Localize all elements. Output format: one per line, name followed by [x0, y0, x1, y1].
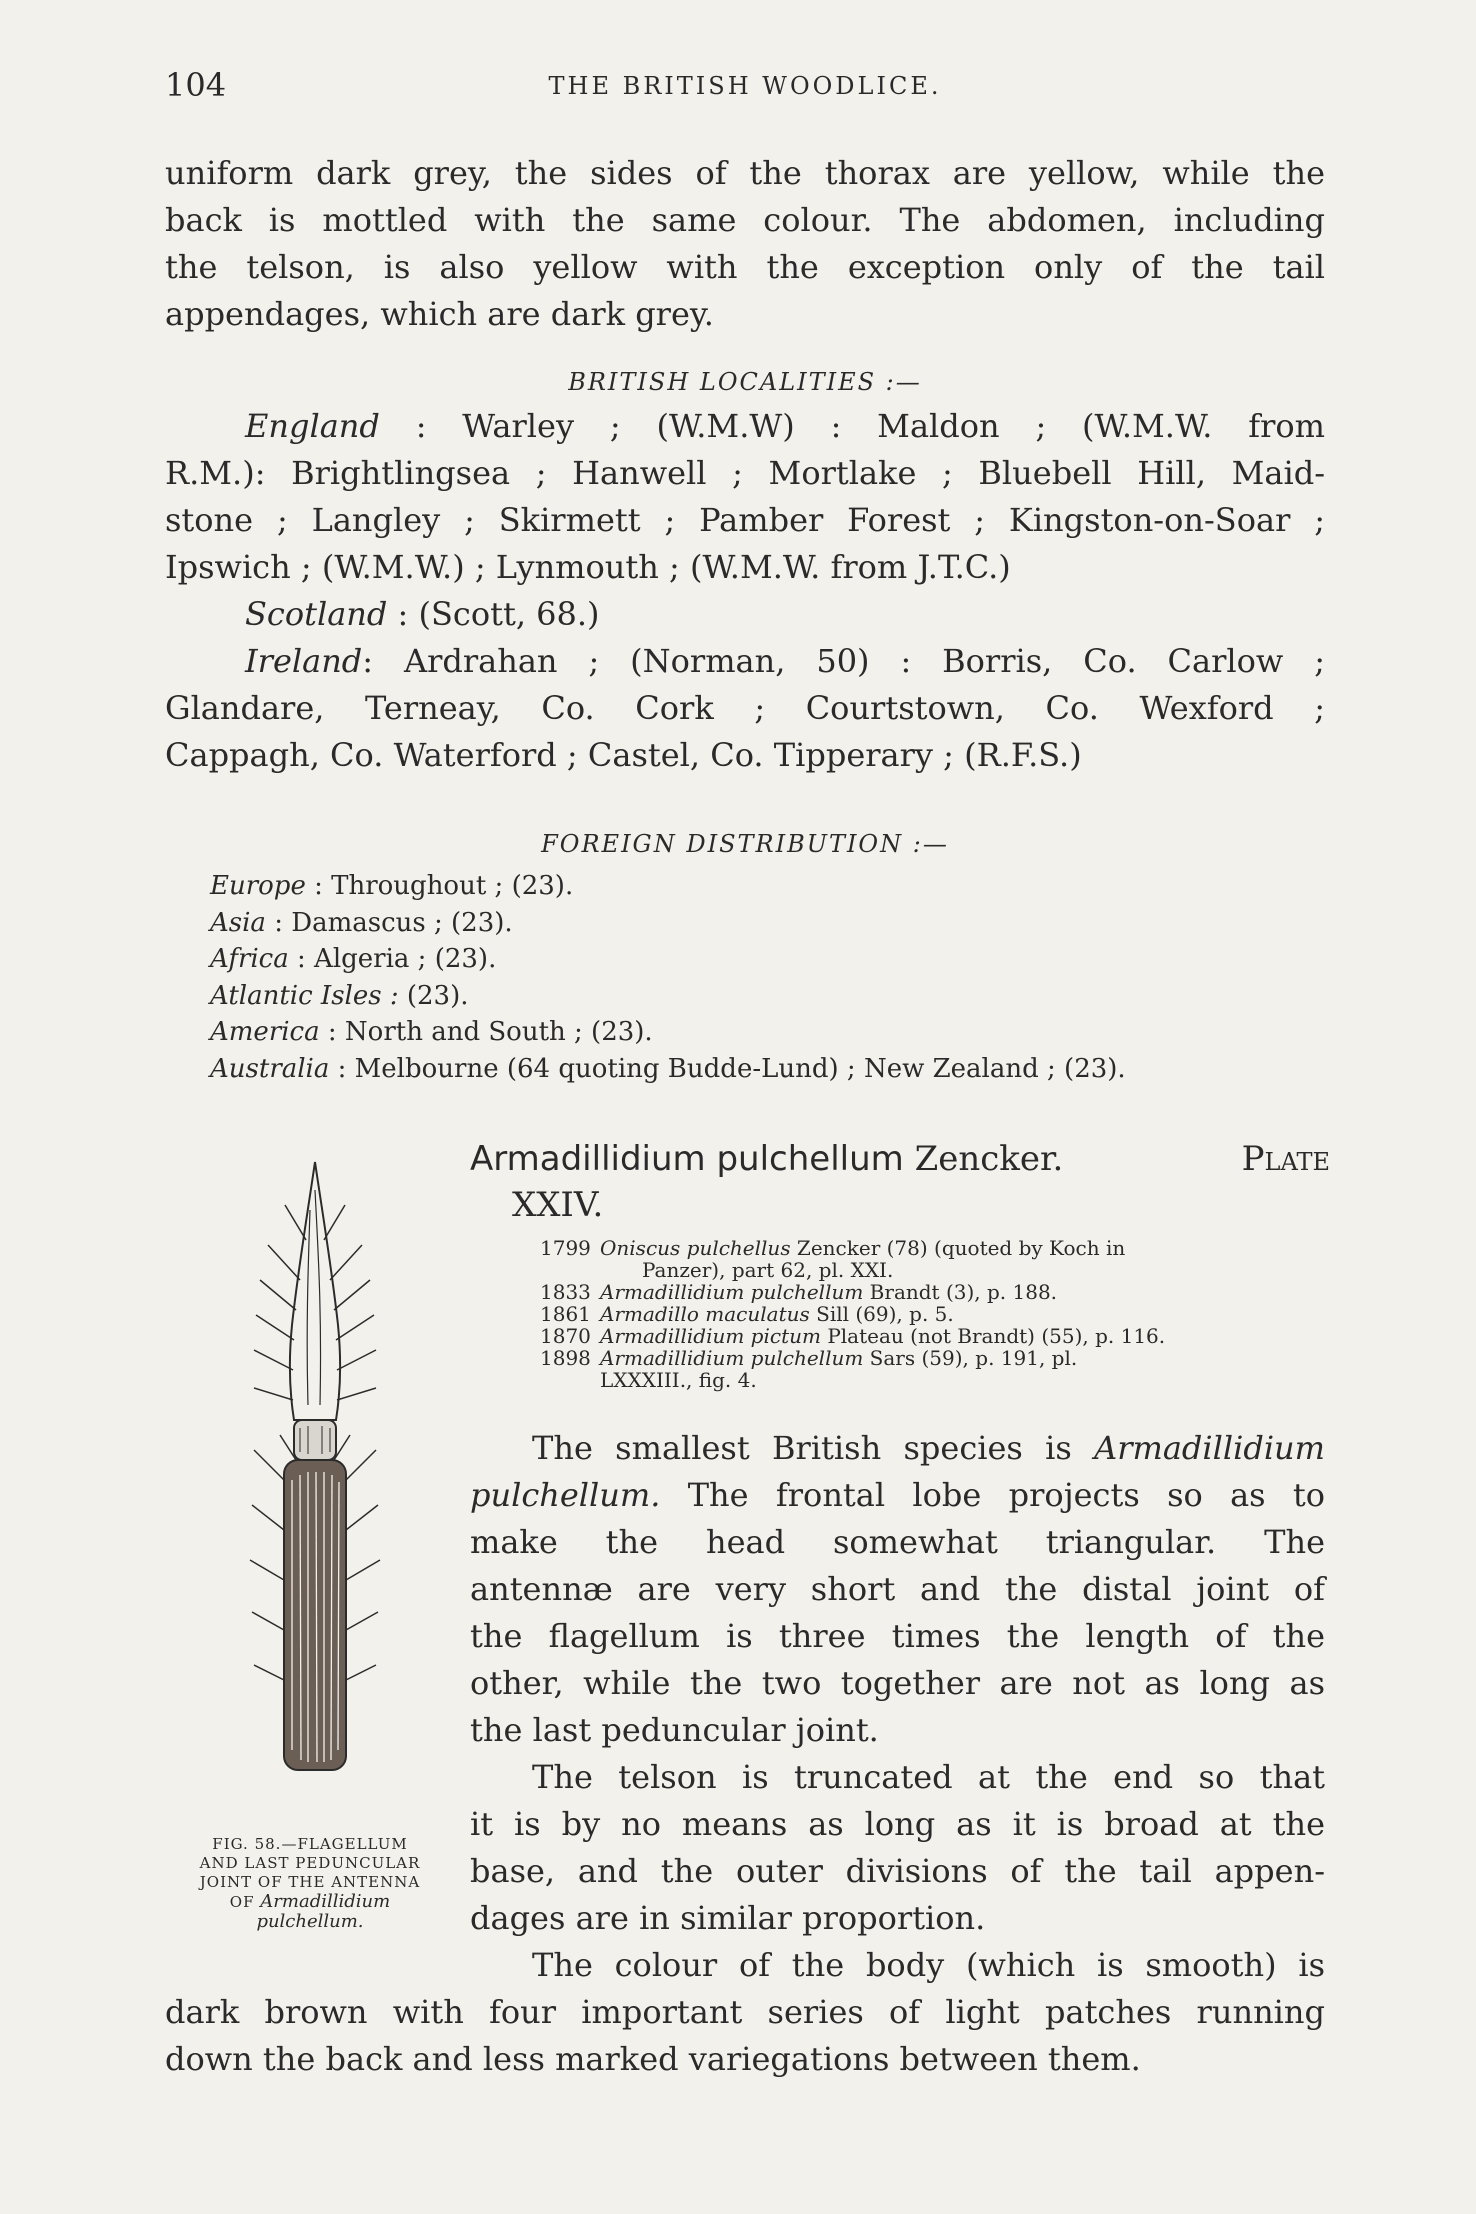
- plate-number: XXIV.: [512, 1185, 604, 1225]
- figure-caption: FIG. 58.—FLAGELLUM AND LAST PEDUNCULAR JOINT OF THE ANTENNA OF Armadillidium pulchellum.: [199, 1835, 421, 1932]
- text-line: The telson is truncated at the end so that: [532, 1758, 1325, 1796]
- intro-paragraph: [165, 150, 1325, 338]
- text-line: base, and the outer divisions of the tail appen-: [470, 1852, 1325, 1890]
- text-line: other, while the two together are not as long as: [470, 1664, 1325, 1702]
- scotland-line: Scotland : (Scott, 68.): [245, 595, 600, 633]
- plate-label: Plate: [1241, 1139, 1330, 1179]
- british-localities: [165, 403, 1325, 779]
- text-line: down the back and less marked variegations between them.: [165, 2040, 1141, 2078]
- description-paragraph-3: [165, 1942, 1325, 2083]
- british-localities-heading: BRITISH LOCALITIES :—: [568, 368, 922, 396]
- distribution-row: Europe : Throughout ; (23).: [210, 871, 574, 901]
- text-line: antennæ are very short and the distal joint of: [470, 1570, 1325, 1608]
- synonym-entry: 1799 Oniscus pulchellus Zencker (78) (quoted by Koch in Panzer), part 62, pl. XXI.: [540, 1236, 1126, 1282]
- antenna-flagellum-illustration: [240, 1150, 390, 1800]
- description-paragraph-1: [470, 1425, 1325, 1754]
- england-line: England : Warley ; (W.M.W) : Maldon ; (W.M.W. from: [245, 407, 1325, 445]
- distribution-row: Asia : Damascus ; (23).: [210, 907, 513, 938]
- scotland-label: Scotland: [245, 595, 388, 633]
- distribution-row: Australia : Melbourne (64 quoting Budde-Lund) ; New Zealand ; (23).: [210, 1053, 1126, 1084]
- synonym-entry: 1898 Armadillidium pulchellum Sars (59), p. 191, pl. LXXXIII., fig. 4.: [540, 1346, 1078, 1392]
- page-header: [165, 66, 1325, 116]
- species-name: Armadillidium pulchellum: [470, 1139, 904, 1179]
- ireland-label: Ireland: [245, 642, 363, 680]
- species-author: Zencker.: [903, 1139, 1064, 1179]
- text-line: appendages, which are dark grey.: [165, 295, 714, 333]
- text-line: dages are in similar proportion.: [470, 1899, 986, 1937]
- text-line: make the head somewhat triangular. The: [470, 1523, 1325, 1561]
- text-line: the last peduncular joint.: [470, 1711, 879, 1749]
- text-line: The smallest British species is Armadillidium: [532, 1429, 1325, 1467]
- text-line: dark brown with four important series of light patches running: [165, 1993, 1325, 2031]
- synonym-entry: 1861 Armadillo maculatus Sill (69), p. 5.: [540, 1302, 954, 1326]
- description-paragraph-2: [470, 1754, 1325, 1942]
- text-line: pulchellum. The frontal lobe projects so as to: [470, 1476, 1325, 1514]
- synonym-entry: 1870 Armadillidium pictum Plateau (not Brandt) (55), p. 116.: [540, 1324, 1166, 1348]
- england-line: Ipswich ; (W.M.W.) ; Lynmouth ; (W.M.W. from J.T.C.): [165, 548, 1011, 586]
- text-line: uniform dark grey, the sides of the thorax are yellow, while the: [165, 154, 1325, 192]
- england-line: stone ; Langley ; Skirmett ; Pamber Forest ; Kingston-on-Soar ;: [165, 501, 1325, 539]
- running-title: THE BRITISH WOODLICE.: [548, 72, 942, 100]
- ireland-line: Ireland: Ardrahan ; (Norman, 50) : Borris, Co. Carlow ;: [245, 642, 1325, 680]
- species-heading: [470, 1136, 1330, 1228]
- england-line: R.M.): Brightlingsea ; Hanwell ; Mortlake ; Bluebell Hill, Maid-: [165, 454, 1325, 492]
- synonymy-list: [540, 1237, 1340, 1391]
- text-line: The colour of the body (which is smooth) is: [532, 1946, 1325, 1984]
- foreign-distribution: [210, 868, 1330, 1087]
- text-line: back is mottled with the same colour. The abdomen, including: [165, 201, 1325, 239]
- ireland-line: Glandare, Terneay, Co. Cork ; Courtstown, Co. Wexford ;: [165, 689, 1325, 727]
- text-line: it is by no means as long as it is broad at the: [470, 1805, 1325, 1843]
- england-label: England: [245, 407, 380, 445]
- text-line: the flagellum is three times the length of the: [470, 1617, 1325, 1655]
- ireland-line: Cappagh, Co. Waterford ; Castel, Co. Tipperary ; (R.F.S.): [165, 736, 1082, 774]
- page-number: 104: [165, 66, 227, 104]
- synonym-entry: 1833 Armadillidium pulchellum Brandt (3), p. 188.: [540, 1280, 1058, 1304]
- foreign-distribution-heading: FOREIGN DISTRIBUTION :—: [541, 830, 949, 858]
- distribution-row: America : North and South ; (23).: [210, 1017, 653, 1047]
- text-line: the telson, is also yellow with the exception only of the tail: [165, 248, 1325, 286]
- distribution-row: Africa : Algeria ; (23).: [210, 944, 497, 974]
- distribution-row: Atlantic Isles : (23).: [210, 980, 469, 1011]
